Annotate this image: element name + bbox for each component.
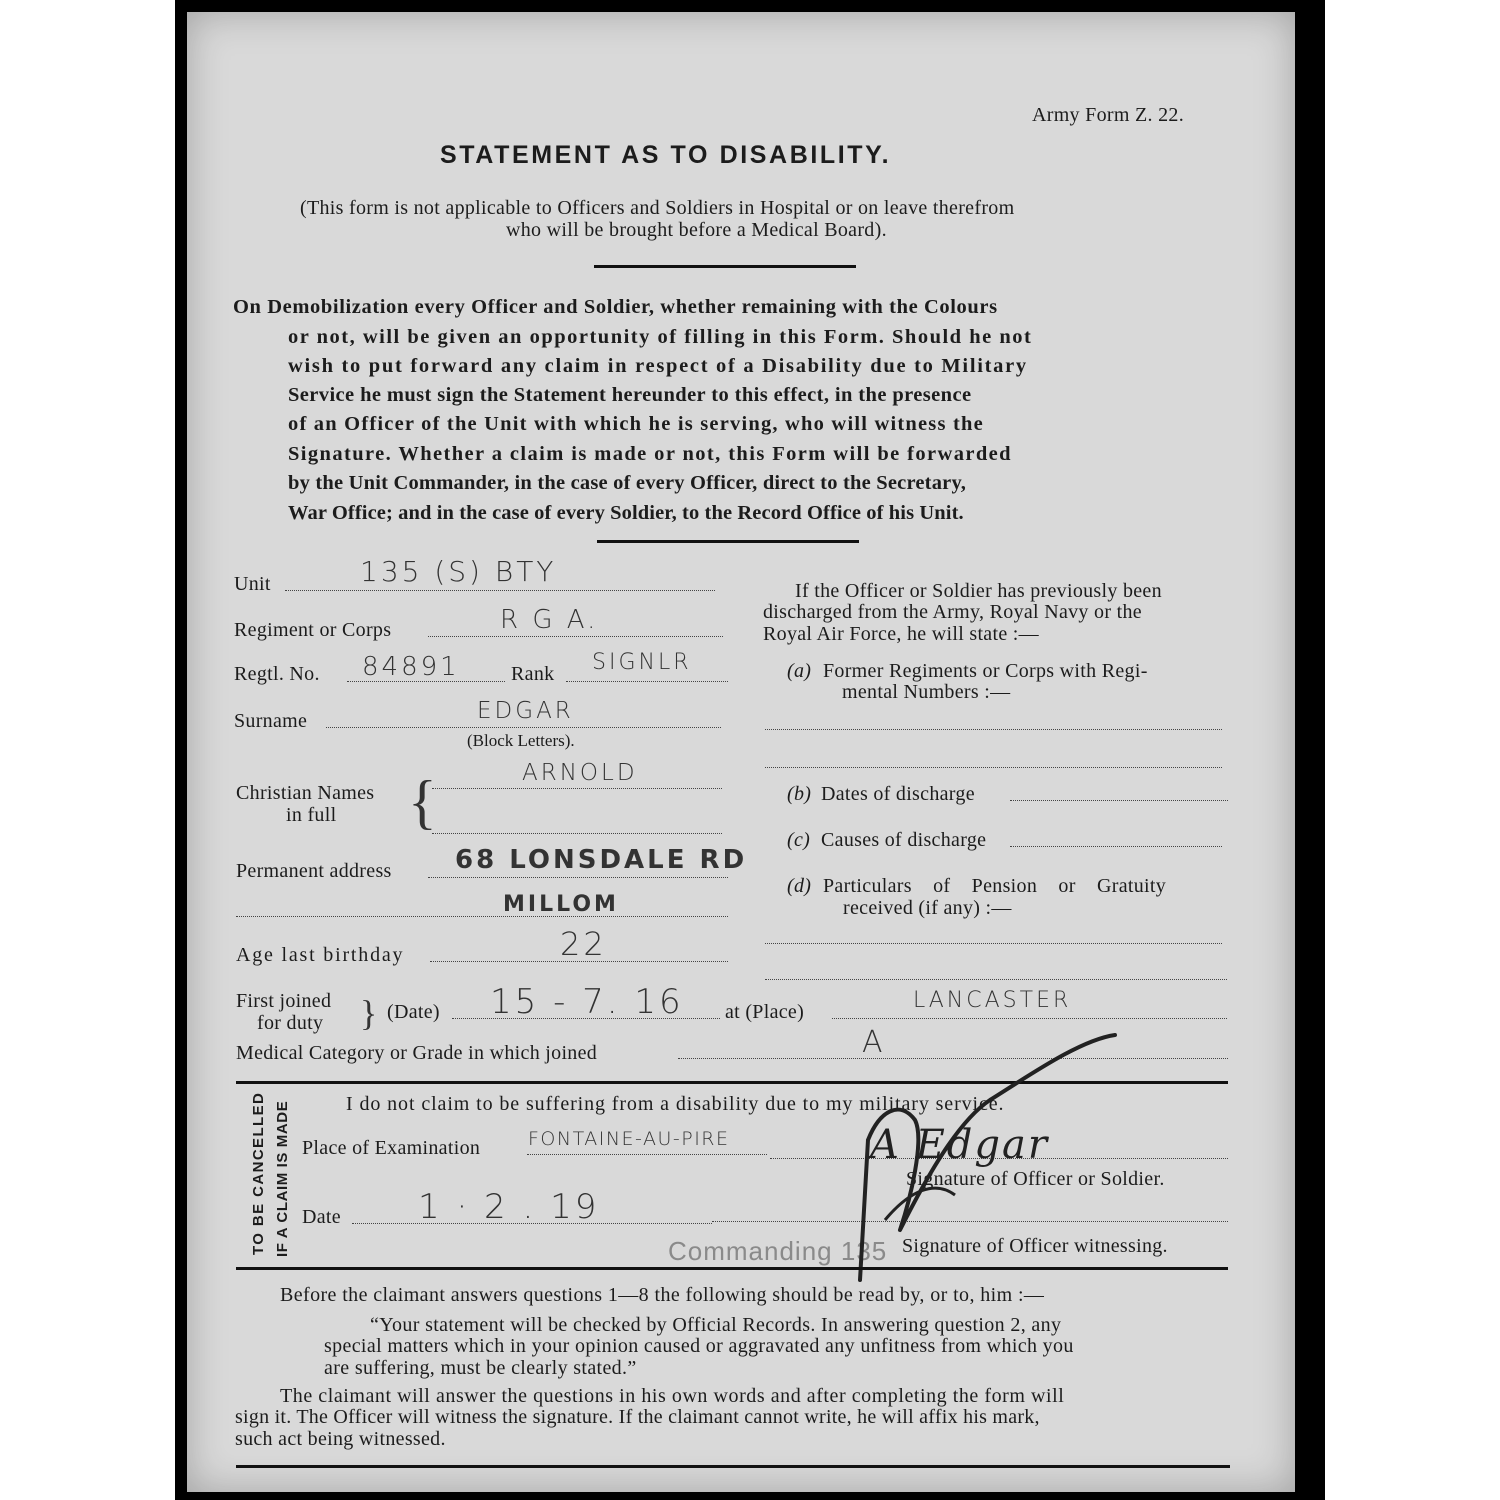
instruction-line: by the Unit Commander, in the case of every Officer, direct to the Secretary, (288, 472, 967, 494)
item-a-marker: (a) (787, 660, 812, 682)
item-d-label-2: received (if any) :— (843, 897, 1012, 919)
cancel-note-line-2: IF A CLAIM IS MADE (274, 1100, 291, 1257)
regiment-value: R G A. (500, 605, 599, 635)
regtl-no-label: Regtl. No. (234, 663, 320, 685)
unit-stamp: Commanding 135 (668, 1236, 888, 1266)
age-value: 22 (560, 925, 607, 963)
instruction-line: On Demobilization every Officer and Soldier, whether remaining with the Colours (233, 296, 998, 318)
claim-date-value: 1 · 2 . 19 (418, 1187, 600, 1227)
address-line-2: MILLOM (503, 892, 619, 917)
footer-quote: “Your statement will be checked by Official Records. In answering question 2, any (370, 1314, 1062, 1336)
address-line-1: 68 LONSDALE RD (455, 845, 748, 875)
item-c-label: Causes of discharge (821, 829, 987, 851)
footer-intro: Before the claimant answers questions 1—8 the following should be read by, or to, him :— (280, 1284, 1045, 1306)
soldier-signature: A Edgar (870, 1122, 1049, 1168)
section-rule-bottom (236, 1267, 1228, 1270)
instruction-line: or not, will be given an opportunity of filling in this Form. Should he not (288, 326, 1033, 348)
first-joined-label-2: for duty (257, 1012, 324, 1034)
place-of-examination-value: FONTAINE-AU-PIRE (528, 1128, 730, 1150)
item-a-label-2: mental Numbers :— (842, 681, 1011, 703)
cancel-note-line-1: TO BE CANCELLED (250, 1091, 267, 1255)
instruction-line: wish to put forward any claim in respect of a Disability due to Military (288, 355, 1028, 377)
regtl-no-value: 84891 (362, 652, 460, 682)
instruction-line: of an Officer of the Unit with which he is serving, who will witness the (288, 413, 984, 435)
item-b-label: Dates of discharge (821, 783, 975, 805)
divider (594, 265, 856, 268)
previous-service-intro: If the Officer or Soldier has previously been (795, 580, 1162, 602)
instruction-line: Service he must sign the Statement hereunder to this effect, in the presence (288, 384, 972, 406)
form-number: Army Form Z. 22. (1032, 104, 1185, 126)
previous-service-intro: Royal Air Force, he will state :— (763, 623, 1039, 645)
note-line-2: who will be brought before a Medical Board). (506, 219, 887, 241)
soldier-signature-label: Signature of Officer or Soldier. (906, 1168, 1165, 1190)
item-d-marker: (d) (787, 875, 812, 897)
unit-label: Unit (234, 573, 271, 595)
witness-signature-scrawl (840, 1020, 1130, 1290)
joined-date-value: 15 - 7. 16 (490, 982, 684, 1022)
regiment-label: Regiment or Corps (234, 619, 392, 641)
surname-label: Surname (234, 710, 308, 732)
unit-value: 135 (S) BTY (360, 555, 557, 588)
note-line-1: (This form is not applicable to Officers and Soldiers in Hospital or on leave therefrom (300, 197, 1015, 219)
medical-category-value: A (862, 1025, 886, 1060)
address-label: Permanent address (236, 860, 392, 882)
surname-value: EDGAR (477, 698, 574, 724)
divider (597, 540, 859, 543)
witness-signature-label: Signature of Officer witnessing. (902, 1235, 1168, 1257)
form-title: STATEMENT AS TO DISABILITY. (440, 141, 892, 169)
rank-label: Rank (511, 663, 555, 685)
footer-closing: The claimant will answer the questions in his own words and after completing the form will (280, 1385, 1065, 1407)
item-c-marker: (c) (787, 829, 811, 851)
brace-icon: { (408, 769, 437, 835)
brace-icon: } (360, 993, 378, 1033)
footer-rule (236, 1465, 1230, 1468)
footer-quote: special matters which in your opinion caused or aggravated any unfitness from which you (324, 1335, 1074, 1357)
christian-names-value: ARNOLD (522, 760, 638, 786)
footer-closing: sign it. The Officer will witness the signature. If the claimant cannot write, he will affix his mark, (235, 1406, 1040, 1428)
joined-place-label: at (Place) (725, 1001, 805, 1023)
age-label: Age last birthday (236, 944, 405, 966)
footer-closing: such act being witnessed. (235, 1428, 446, 1450)
item-b-marker: (b) (787, 783, 812, 805)
previous-service-intro: discharged from the Army, Royal Navy or the (763, 601, 1142, 623)
rank-value: SIGNLR (592, 650, 692, 675)
joined-place-value: LANCASTER (913, 988, 1072, 1013)
footer-quote: are suffering, must be clearly stated.” (324, 1357, 637, 1379)
joined-date-label: (Date) (387, 1001, 440, 1023)
christian-names-label: Christian Names (236, 782, 375, 804)
item-d-label: Particulars of Pension or Gratuity (823, 875, 1167, 897)
instruction-line: Signature. Whether a claim is made or not, this Form will be forwarded (288, 443, 1012, 465)
item-a-label: Former Regiments or Corps with Regi- (823, 660, 1148, 682)
claim-date-label: Date (302, 1206, 341, 1228)
first-joined-label: First joined (236, 990, 332, 1012)
block-letters-note: (Block Letters). (467, 731, 575, 750)
instruction-line: War Office; and in the case of every Soldier, to the Record Office of his Unit. (288, 502, 964, 524)
christian-names-label-2: in full (286, 804, 337, 826)
medical-category-label: Medical Category or Grade in which joined (236, 1042, 598, 1064)
place-of-examination-label: Place of Examination (302, 1137, 481, 1159)
declaration-text: I do not claim to be suffering from a disability due to my military service. (346, 1093, 1005, 1115)
